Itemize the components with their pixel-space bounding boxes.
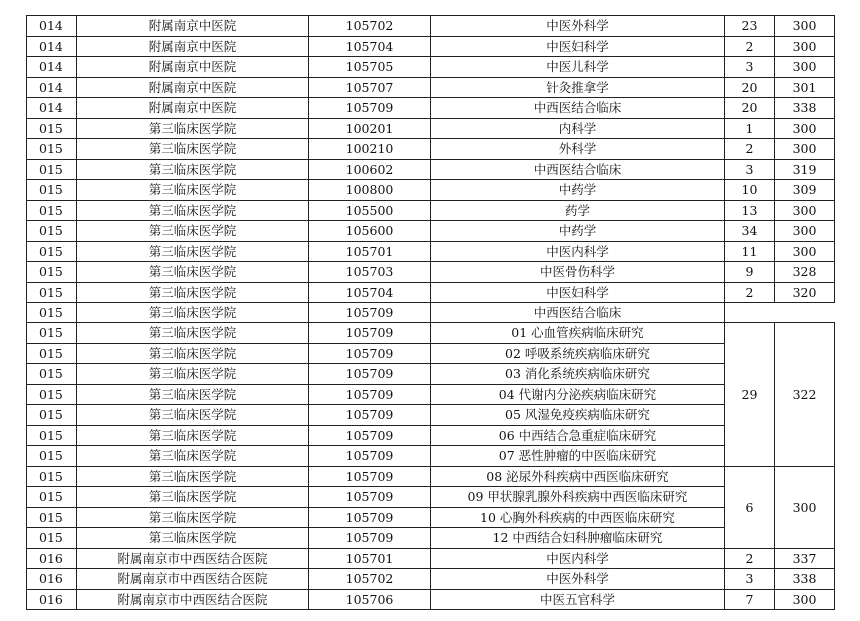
major-name-cell: 05 风湿免疫疾病临床研究 (431, 405, 725, 426)
college-name-cell: 附属南京中医院 (77, 77, 309, 98)
enroll-count-cell: 1 (725, 118, 775, 139)
college-code-cell: 015 (27, 487, 77, 508)
college-name-cell: 第三临床医学院 (77, 180, 309, 201)
major-code-cell: 105709 (309, 343, 431, 364)
major-code-cell: 105701 (309, 548, 431, 569)
table-row (27, 466, 835, 487)
college-code-cell: 015 (27, 139, 77, 160)
major-name-cell: 内科学 (431, 118, 725, 139)
enroll-count-cell: 29 (725, 323, 775, 467)
score-line-cell: 300 (775, 200, 835, 221)
college-name-cell: 第三临床医学院 (77, 446, 309, 467)
major-code-cell: 105702 (309, 16, 431, 37)
table-row (27, 343, 835, 364)
major-name-cell: 中医内科学 (431, 241, 725, 262)
college-name-cell: 第三临床医学院 (77, 221, 309, 242)
score-line-cell: 300 (775, 589, 835, 610)
major-code-cell: 105705 (309, 57, 431, 78)
major-code-cell: 105706 (309, 589, 431, 610)
college-name-cell: 第三临床医学院 (77, 302, 309, 323)
score-line-cell: 300 (775, 36, 835, 57)
college-code-cell: 015 (27, 159, 77, 180)
college-code-cell: 015 (27, 343, 77, 364)
college-code-cell: 015 (27, 507, 77, 528)
enroll-count-cell: 3 (725, 569, 775, 590)
major-name-cell: 中西医结合临床 (431, 159, 725, 180)
score-line-cell: 300 (775, 57, 835, 78)
admission-table-body (27, 16, 835, 610)
major-name-cell: 中医儿科学 (431, 57, 725, 78)
table-row (27, 384, 835, 405)
major-code-cell: 105707 (309, 77, 431, 98)
major-name-cell: 12 中西结合妇科肿瘤临床研究 (431, 528, 725, 549)
college-name-cell: 第三临床医学院 (77, 118, 309, 139)
college-name-cell: 附属南京中医院 (77, 16, 309, 37)
major-name-cell: 02 呼吸系统疾病临床研究 (431, 343, 725, 364)
college-code-cell: 015 (27, 118, 77, 139)
college-name-cell: 第三临床医学院 (77, 262, 309, 283)
score-line-cell: 300 (775, 139, 835, 160)
major-code-cell: 105709 (309, 425, 431, 446)
college-code-cell: 014 (27, 16, 77, 37)
college-name-cell: 附属南京中医院 (77, 57, 309, 78)
college-code-cell: 014 (27, 57, 77, 78)
score-line-cell: 322 (775, 323, 835, 467)
major-code-cell: 105500 (309, 200, 431, 221)
major-code-cell: 105709 (309, 528, 431, 549)
college-code-cell: 014 (27, 36, 77, 57)
major-name-cell: 09 甲状腺乳腺外科疾病中西医临床研究 (431, 487, 725, 508)
major-name-cell: 04 代谢内分泌疾病临床研究 (431, 384, 725, 405)
major-code-cell: 105709 (309, 405, 431, 426)
college-name-cell: 第三临床医学院 (77, 384, 309, 405)
enroll-count-cell: 34 (725, 221, 775, 242)
major-code-cell: 100210 (309, 139, 431, 160)
major-name-cell: 中医外科学 (431, 569, 725, 590)
college-code-cell: 015 (27, 200, 77, 221)
college-name-cell: 附属南京中医院 (77, 36, 309, 57)
college-code-cell: 015 (27, 241, 77, 262)
score-line-cell: 338 (775, 569, 835, 590)
enroll-count-cell: 13 (725, 200, 775, 221)
table-row (27, 262, 835, 283)
college-code-cell: 015 (27, 384, 77, 405)
enroll-count-cell: 2 (725, 548, 775, 569)
table-row (27, 364, 835, 385)
enroll-count-cell: 6 (725, 466, 775, 548)
college-name-cell: 附属南京中医院 (77, 98, 309, 119)
college-code-cell: 015 (27, 528, 77, 549)
college-name-cell: 第三临床医学院 (77, 343, 309, 364)
score-line-cell: 328 (775, 262, 835, 283)
score-line-cell: 300 (775, 466, 835, 548)
major-code-cell: 105709 (309, 466, 431, 487)
college-code-cell: 016 (27, 569, 77, 590)
college-code-cell: 015 (27, 466, 77, 487)
major-code-cell: 105709 (309, 364, 431, 385)
table-row (27, 425, 835, 446)
major-name-cell: 中药学 (431, 180, 725, 201)
major-code-cell: 105702 (309, 569, 431, 590)
enroll-count-cell: 10 (725, 180, 775, 201)
major-name-cell: 01 心血管疾病临床研究 (431, 323, 725, 344)
table-row (27, 159, 835, 180)
table-row (27, 98, 835, 119)
college-code-cell: 015 (27, 180, 77, 201)
enroll-count-cell: 11 (725, 241, 775, 262)
college-code-cell: 015 (27, 262, 77, 283)
blank-cell (725, 302, 835, 323)
enroll-count-cell: 20 (725, 98, 775, 119)
major-name-cell: 中医内科学 (431, 548, 725, 569)
college-code-cell: 016 (27, 548, 77, 569)
score-line-cell: 319 (775, 159, 835, 180)
score-line-cell: 337 (775, 548, 835, 569)
enroll-count-cell: 2 (725, 139, 775, 160)
score-line-cell: 300 (775, 241, 835, 262)
table-row (27, 548, 835, 569)
table-row (27, 139, 835, 160)
table-row (27, 180, 835, 201)
college-name-cell: 第三临床医学院 (77, 282, 309, 302)
major-name-cell: 中医五官科学 (431, 589, 725, 610)
major-code-cell: 105709 (309, 384, 431, 405)
table-row (27, 282, 835, 302)
major-code-cell: 105704 (309, 36, 431, 57)
college-name-cell: 第三临床医学院 (77, 528, 309, 549)
major-name-cell: 07 恶性肿瘤的中医临床研究 (431, 446, 725, 467)
college-name-cell: 第三临床医学院 (77, 241, 309, 262)
college-name-cell: 第三临床医学院 (77, 466, 309, 487)
college-name-cell: 第三临床医学院 (77, 405, 309, 426)
table-row (27, 487, 835, 508)
major-code-cell: 105709 (309, 507, 431, 528)
table-row (27, 36, 835, 57)
major-code-cell: 105703 (309, 262, 431, 283)
score-line-cell: 309 (775, 180, 835, 201)
major-name-cell: 中西医结合临床 (431, 98, 725, 119)
major-name-cell: 中西医结合临床 (431, 302, 725, 323)
college-code-cell: 015 (27, 282, 77, 302)
college-code-cell: 014 (27, 77, 77, 98)
score-line-cell: 301 (775, 77, 835, 98)
college-code-cell: 015 (27, 405, 77, 426)
table-row (27, 589, 835, 610)
college-code-cell: 014 (27, 98, 77, 119)
college-code-cell: 015 (27, 425, 77, 446)
table-row (27, 323, 835, 344)
major-code-cell: 105704 (309, 282, 431, 302)
table-row (27, 200, 835, 221)
major-name-cell: 06 中西结合急重症临床研究 (431, 425, 725, 446)
score-line-cell: 300 (775, 16, 835, 37)
major-code-cell: 105701 (309, 241, 431, 262)
major-name-cell: 药学 (431, 200, 725, 221)
table-row (27, 507, 835, 528)
college-name-cell: 第三临床医学院 (77, 507, 309, 528)
major-name-cell: 08 泌尿外科疾病中西医临床研究 (431, 466, 725, 487)
college-code-cell: 016 (27, 589, 77, 610)
major-code-cell: 105709 (309, 323, 431, 344)
table-row (27, 77, 835, 98)
college-name-cell: 附属南京市中西医结合医院 (77, 589, 309, 610)
enroll-count-cell: 2 (725, 282, 775, 302)
table-row (27, 118, 835, 139)
enroll-count-cell: 3 (725, 57, 775, 78)
table-row (27, 528, 835, 549)
major-name-cell: 10 心胸外科疾病的中西医临床研究 (431, 507, 725, 528)
enroll-count-cell: 23 (725, 16, 775, 37)
major-code-cell: 100201 (309, 118, 431, 139)
college-name-cell: 第三临床医学院 (77, 159, 309, 180)
major-name-cell: 中药学 (431, 221, 725, 242)
major-code-cell: 100800 (309, 180, 431, 201)
major-code-cell: 105709 (309, 487, 431, 508)
major-name-cell: 中医骨伤科学 (431, 262, 725, 283)
major-code-cell: 105709 (309, 98, 431, 119)
score-line-cell: 300 (775, 118, 835, 139)
college-name-cell: 第三临床医学院 (77, 425, 309, 446)
major-code-cell: 105709 (309, 302, 431, 323)
college-code-cell: 015 (27, 302, 77, 323)
major-name-cell: 中医妇科学 (431, 36, 725, 57)
table-row (27, 57, 835, 78)
score-line-cell: 300 (775, 221, 835, 242)
college-name-cell: 附属南京市中西医结合医院 (77, 569, 309, 590)
major-name-cell: 中医妇科学 (431, 282, 725, 302)
table-row (27, 221, 835, 242)
major-name-cell: 针灸推拿学 (431, 77, 725, 98)
score-line-cell: 320 (775, 282, 835, 302)
college-name-cell: 附属南京市中西医结合医院 (77, 548, 309, 569)
major-code-cell: 105600 (309, 221, 431, 242)
major-name-cell: 中医外科学 (431, 16, 725, 37)
enroll-count-cell: 3 (725, 159, 775, 180)
major-name-cell: 外科学 (431, 139, 725, 160)
table-row (27, 302, 835, 323)
admission-table (26, 15, 835, 610)
table-row (27, 569, 835, 590)
table-row (27, 405, 835, 426)
enroll-count-cell: 20 (725, 77, 775, 98)
major-name-cell: 03 消化系统疾病临床研究 (431, 364, 725, 385)
college-name-cell: 第三临床医学院 (77, 364, 309, 385)
table-row (27, 446, 835, 467)
college-code-cell: 015 (27, 323, 77, 344)
college-name-cell: 第三临床医学院 (77, 487, 309, 508)
score-line-cell: 338 (775, 98, 835, 119)
college-code-cell: 015 (27, 446, 77, 467)
major-code-cell: 105709 (309, 446, 431, 467)
college-name-cell: 第三临床医学院 (77, 200, 309, 221)
enroll-count-cell: 7 (725, 589, 775, 610)
college-name-cell: 第三临床医学院 (77, 139, 309, 160)
enroll-count-cell: 9 (725, 262, 775, 283)
enroll-count-cell: 2 (725, 36, 775, 57)
table-row (27, 16, 835, 37)
college-code-cell: 015 (27, 221, 77, 242)
college-code-cell: 015 (27, 364, 77, 385)
college-name-cell: 第三临床医学院 (77, 323, 309, 344)
major-code-cell: 100602 (309, 159, 431, 180)
table-row (27, 241, 835, 262)
